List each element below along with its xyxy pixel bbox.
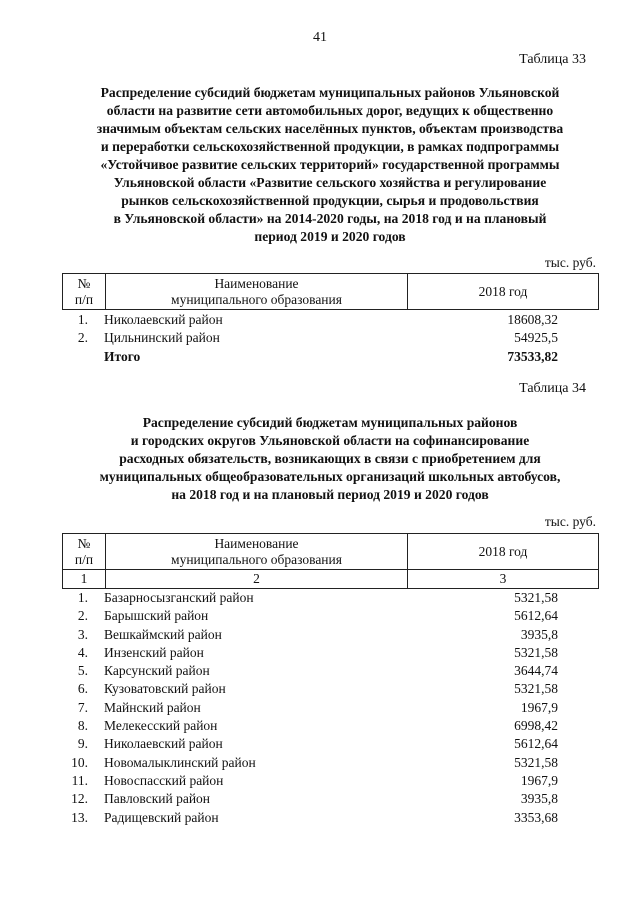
table-row — [40, 699, 558, 717]
table-33-label: Таблица 33 — [519, 52, 586, 67]
total-label: Итого — [104, 348, 141, 364]
title-line: Распределение субсидий бюджетам муниципальных районов Ульяновской — [100, 85, 560, 100]
table-row — [40, 311, 558, 329]
row-name: Базарносызганский район — [104, 590, 254, 605]
row-value: 5612,64 — [514, 608, 558, 624]
row-num: 6. — [77, 681, 88, 697]
row-num: 13. — [71, 809, 88, 825]
table-33-header — [62, 273, 599, 310]
title-line: Ульяновской области «Развитие сельского хозяйства и регулирование — [113, 175, 547, 190]
row-num: 10. — [71, 754, 88, 770]
table-row — [40, 662, 558, 680]
table-33-units: тыс. руб. — [544, 255, 596, 270]
row-name: Карсунский район — [104, 663, 210, 679]
table-row — [40, 735, 558, 753]
table-row — [40, 644, 558, 662]
col-number: 1 — [63, 570, 106, 589]
row-value: 6998,42 — [514, 718, 558, 734]
row-num: 3. — [77, 626, 88, 642]
row-num: 7. — [77, 699, 88, 715]
row-value: 18608,32 — [507, 312, 558, 327]
row-num: 8. — [77, 718, 88, 734]
row-num: 1. — [77, 590, 88, 605]
row-value: 1967,9 — [520, 699, 558, 715]
row-num: 11. — [71, 772, 88, 788]
table-row — [40, 717, 558, 735]
row-value: 5612,64 — [514, 736, 558, 752]
total-row — [40, 348, 558, 366]
row-value: 5321,58 — [514, 644, 558, 660]
header-name-line1: Наименование — [214, 275, 299, 291]
row-name: Инзенский район — [104, 644, 204, 660]
header-num — [63, 534, 106, 570]
row-num: 2. — [77, 330, 88, 346]
title-line: Распределение субсидий бюджетам муниципальных районов — [142, 415, 518, 430]
row-num: 1. — [77, 312, 88, 327]
row-name: Новоспасский район — [104, 772, 224, 788]
title-line: «Устойчивое развитие сельских территорий» государственной программы — [100, 157, 560, 172]
table-row — [40, 626, 558, 644]
row-num: 2. — [77, 608, 88, 624]
row-num: 9. — [77, 736, 88, 752]
table-row — [40, 680, 558, 698]
header-num-line1: № — [77, 535, 91, 551]
row-value: 54925,5 — [514, 330, 558, 346]
title-line: на 2018 год и на плановый период 2019 и 2020 годов — [171, 487, 489, 502]
row-value: 3935,8 — [520, 791, 558, 807]
row-name: Барышский район — [104, 608, 209, 624]
row-value: 5321,58 — [514, 590, 558, 605]
header-name-line2: муниципального образования — [171, 551, 342, 567]
row-name: Мелекесский район — [104, 718, 218, 734]
header-num-line2: п/п — [74, 291, 94, 307]
row-name: Николаевский район — [104, 736, 223, 752]
row-name: Радищевский район — [104, 809, 219, 825]
title-line: в Ульяновской области» на 2014-2020 годы, на 2018 год и на плановый — [113, 211, 547, 226]
table-33-body — [40, 311, 558, 366]
table-33-title — [60, 84, 600, 246]
row-num: 12. — [71, 791, 88, 807]
header-year: 2018 год — [408, 274, 599, 310]
table-row — [40, 329, 558, 347]
title-line: период 2019 и 2020 годов — [254, 229, 406, 244]
header-num-line2: п/п — [74, 551, 94, 567]
col-number: 3 — [408, 570, 599, 589]
table-34-title — [60, 414, 600, 504]
title-line: области на развитие сети автомобильных дорог, ведущих к общественно — [106, 103, 554, 118]
row-name: Кузоватовский район — [104, 681, 226, 697]
page-number: 41 — [313, 30, 327, 45]
row-num: 4. — [77, 644, 88, 660]
row-name: Новомалыклинский район — [104, 754, 256, 770]
title-line: рынков сельскохозяйственной продукции, сырья и продовольствия — [121, 193, 539, 208]
header-num-line1: № — [77, 275, 91, 291]
title-line: расходных обязательств, возникающих в связи с приобретением для — [119, 451, 541, 466]
table-34-header — [62, 533, 599, 589]
table-34-units: тыс. руб. — [544, 514, 596, 529]
table-34-label: Таблица 34 — [519, 381, 586, 396]
title-line: и переработки сельскохозяйственной продукции, в рамках подпрограммы — [100, 139, 560, 154]
table-row — [40, 809, 558, 827]
title-line: и городских округов Ульяновской области на софинансирование — [130, 433, 530, 448]
row-name: Павловский район — [104, 791, 211, 807]
row-value: 3935,8 — [520, 626, 558, 642]
header-num — [63, 274, 106, 310]
table-row — [40, 589, 558, 607]
row-num: 5. — [77, 663, 88, 679]
row-name: Цильнинский район — [104, 330, 220, 346]
header-name-line1: Наименование — [214, 535, 299, 551]
header-name — [106, 274, 408, 310]
header-name-line2: муниципального образования — [171, 291, 342, 307]
total-value: 73533,82 — [507, 348, 558, 364]
table-row — [40, 790, 558, 808]
row-name: Майнский район — [104, 699, 201, 715]
row-name: Николаевский район — [104, 312, 223, 327]
col-number: 2 — [106, 570, 408, 589]
table-34-body — [40, 589, 558, 827]
table-row — [40, 772, 558, 790]
title-line: значимым объектам сельских населённых пунктов, объектам производства — [96, 121, 564, 136]
title-line: муниципальных общеобразовательных организаций школьных автобусов, — [99, 469, 561, 484]
table-row — [40, 607, 558, 625]
row-value: 5321,58 — [514, 681, 558, 697]
table-row — [40, 754, 558, 772]
row-name: Вешкаймский район — [104, 626, 222, 642]
row-value: 3644,74 — [514, 663, 558, 679]
header-name — [106, 534, 408, 570]
row-value: 1967,9 — [520, 772, 558, 788]
row-value: 5321,58 — [514, 754, 558, 770]
header-year: 2018 год — [408, 534, 599, 570]
row-value: 3353,68 — [514, 809, 558, 825]
